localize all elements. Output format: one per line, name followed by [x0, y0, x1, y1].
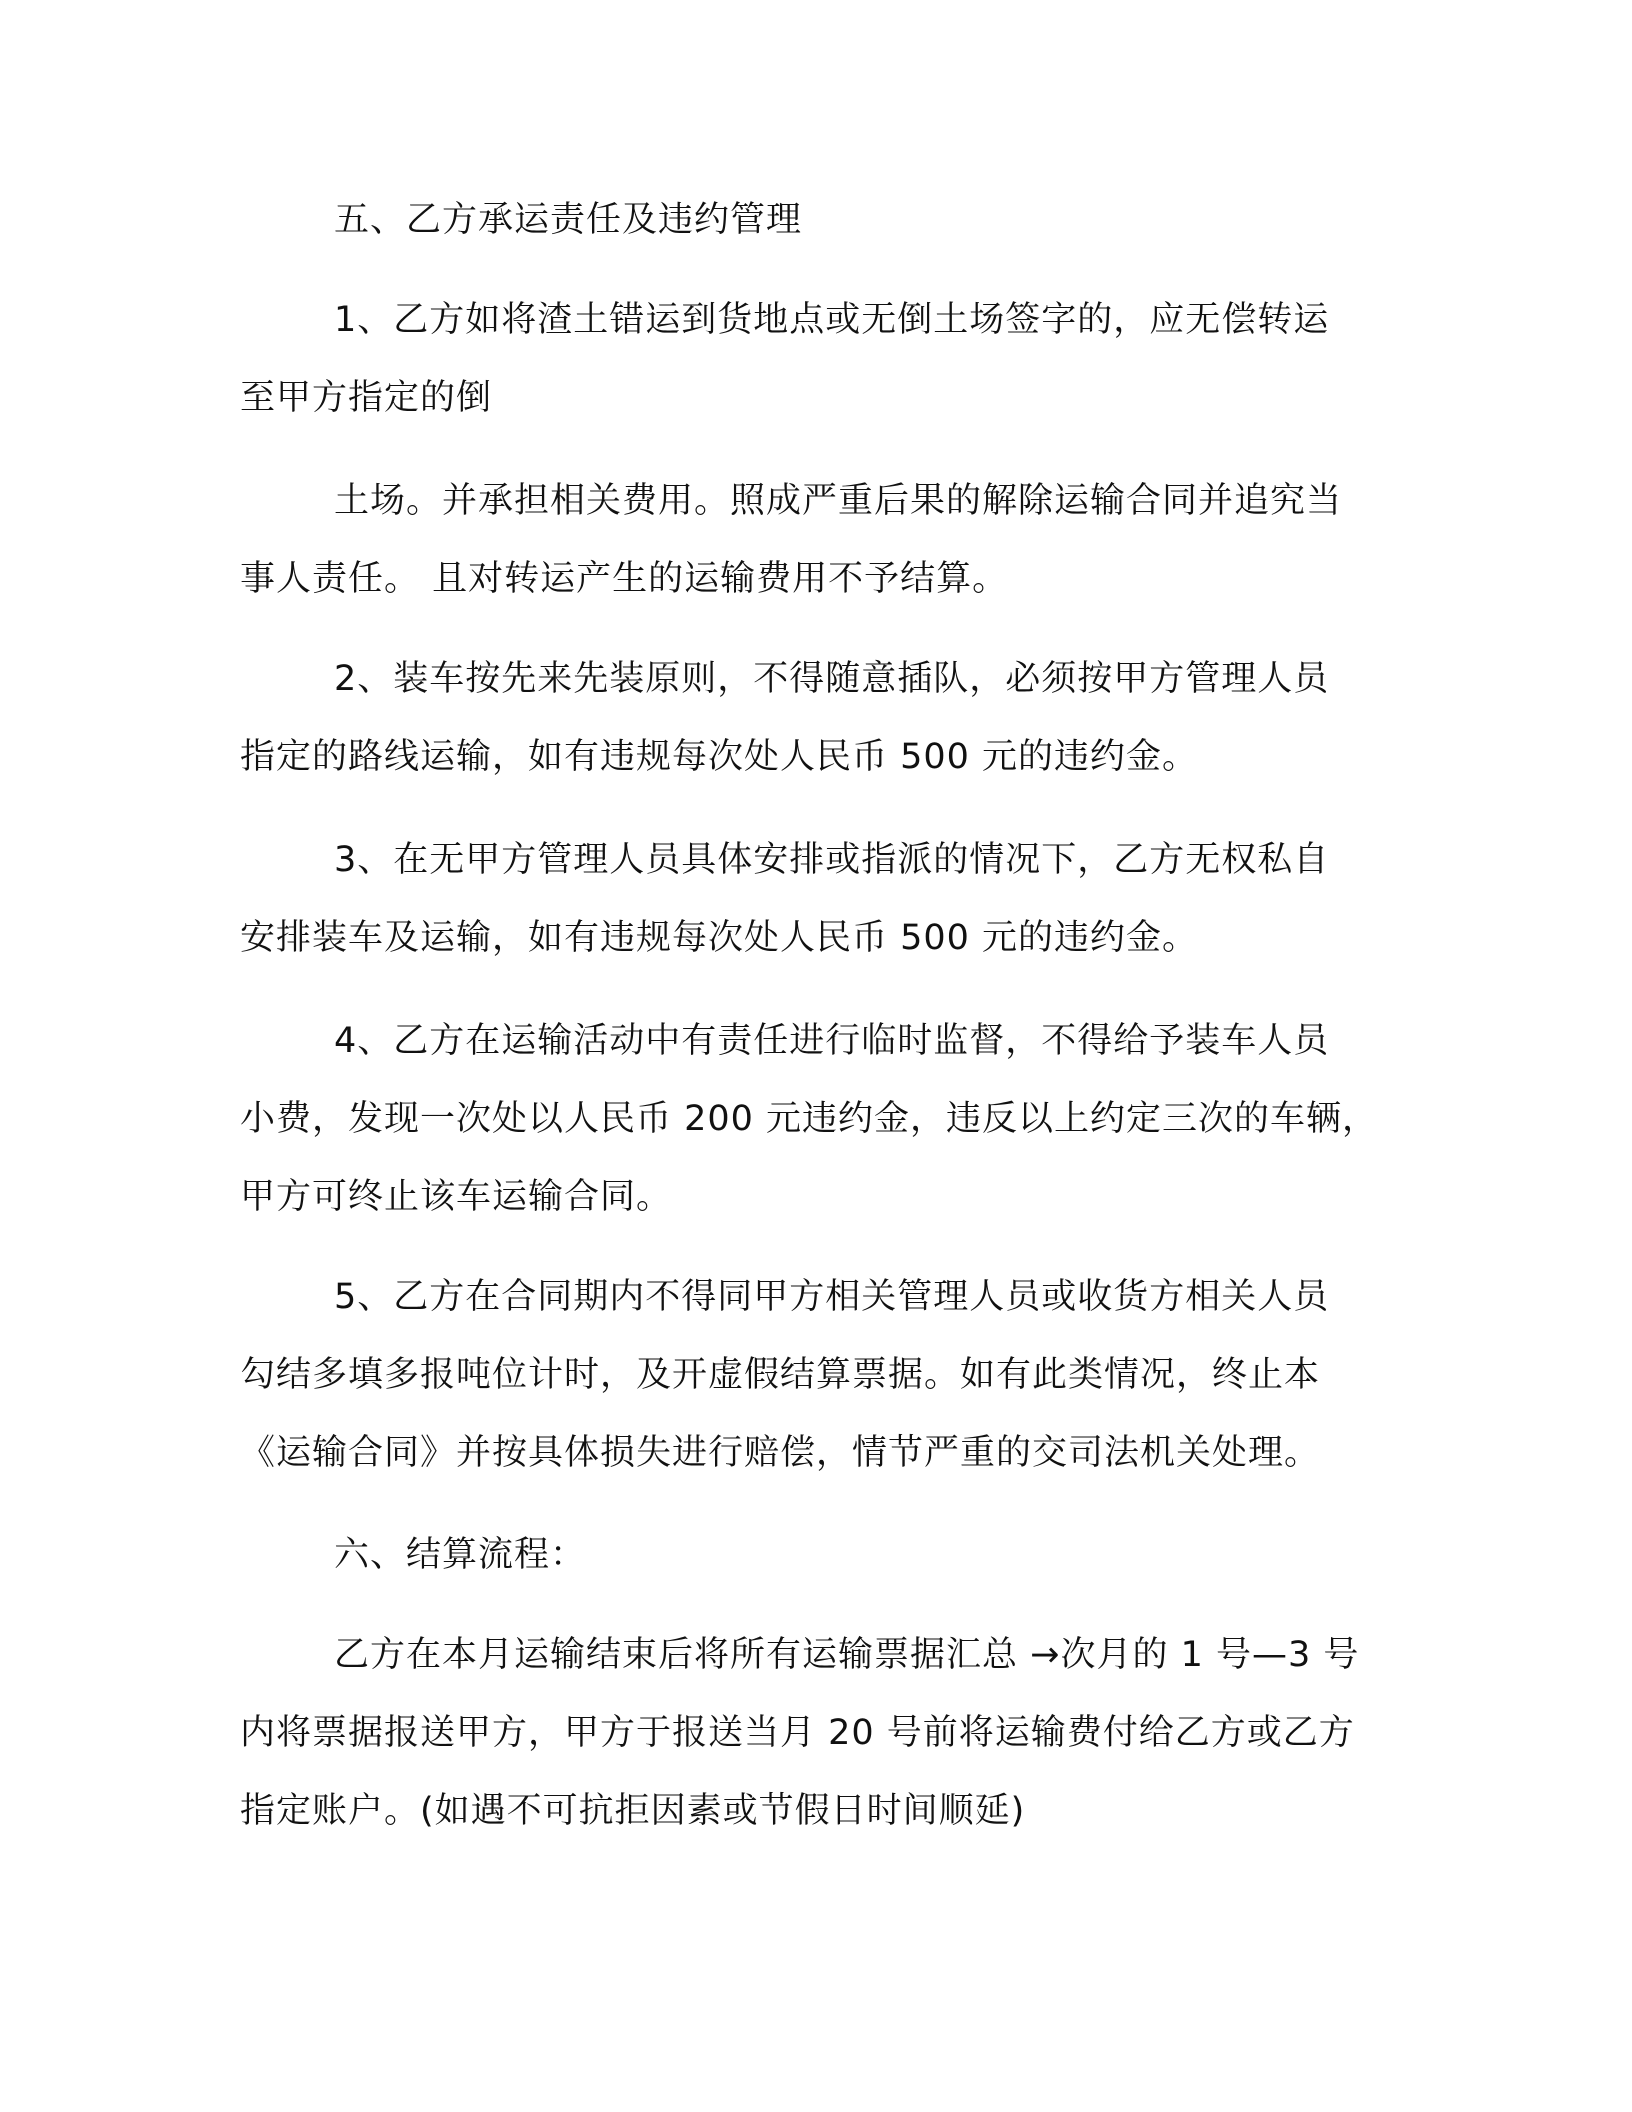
- paragraph-line: 至甲方指定的倒: [240, 378, 493, 418]
- paragraph-line: 4、乙方在运输活动中有责任进行临时监督，不得给予装车人员: [334, 1021, 1330, 1061]
- section-heading: 五、乙方承运责任及违约管理: [334, 200, 803, 240]
- paragraph-line: 《运输合同》并按具体损失进行赔偿，情节严重的交司法机关处理。: [240, 1433, 1321, 1473]
- paragraph-line: 乙方在本月运输结束后将所有运输票据汇总 →次月的 1 号—3 号: [334, 1635, 1360, 1675]
- paragraph-line: 指定的路线运输，如有违规每次处人民币 500 元的违约金。: [240, 737, 1199, 777]
- paragraph-line: 小费，发现一次处以人民币 200 元违约金，违反以上约定三次的车辆，: [240, 1099, 1379, 1139]
- paragraph-line: 勾结多填多报吨位计时，及开虚假结算票据。如有此类情况，终止本: [240, 1355, 1321, 1395]
- paragraph-line: 2、装车按先来先装原则，不得随意插队，必须按甲方管理人员: [334, 659, 1330, 699]
- paragraph-line: 指定账户。(如遇不可抗拒因素或节假日时间顺延): [240, 1791, 1026, 1831]
- paragraph-line: 甲方可终止该车运输合同。: [240, 1177, 673, 1217]
- paragraph-line: 5、乙方在合同期内不得同甲方相关管理人员或收货方相关人员: [334, 1277, 1330, 1317]
- section-heading: 六、结算流程：: [334, 1535, 587, 1575]
- paragraph-line: 事人责任。 且对转运产生的运输费用不予结算。: [240, 559, 1009, 599]
- paragraph-line: 3、在无甲方管理人员具体安排或指派的情况下，乙方无权私自: [334, 840, 1330, 880]
- paragraph-line: 内将票据报送甲方，甲方于报送当月 20 号前将运输费付给乙方或乙方: [240, 1713, 1355, 1753]
- paragraph-line: 土场。并承担相关费用。照成严重后果的解除运输合同并追究当: [334, 481, 1343, 521]
- paragraph-line: 1、乙方如将渣土错运到货地点或无倒土场签字的，应无偿转运: [334, 300, 1330, 340]
- paragraph-line: 安排装车及运输，如有违规每次处人民币 500 元的违约金。: [240, 918, 1199, 958]
